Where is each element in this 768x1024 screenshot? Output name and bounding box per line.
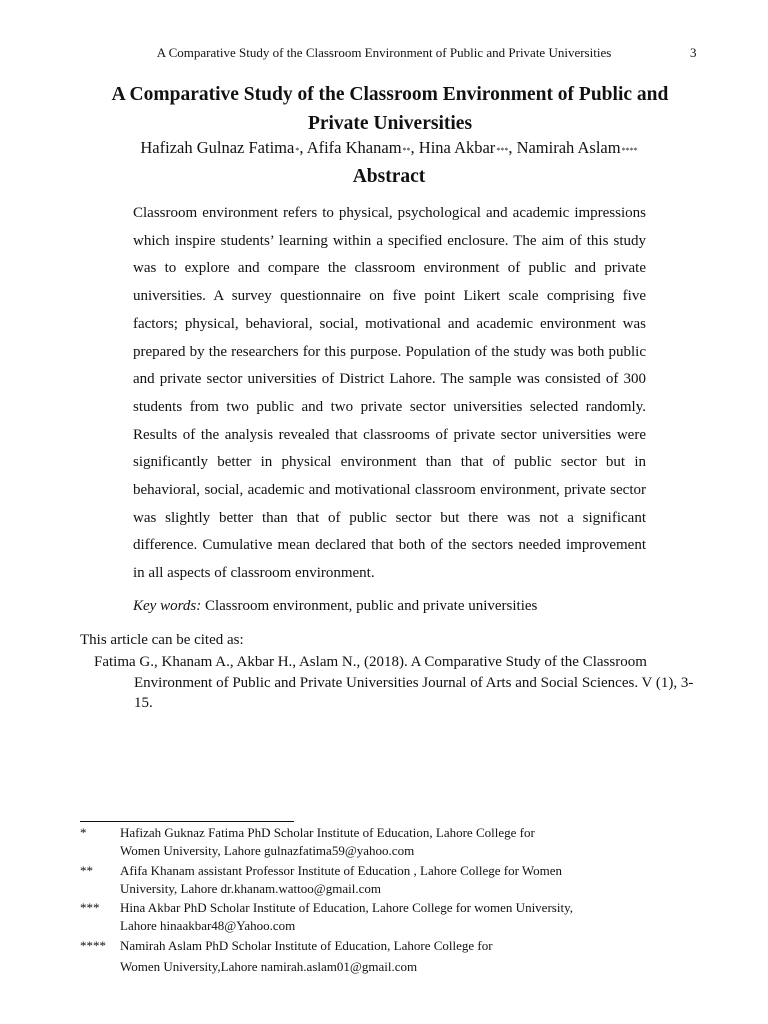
citation-text: Fatima G., Khanam A., Akbar H., Aslam N., (2018). A Comparative Study of the Classroom Environment of Public and Private Universities Journal of Arts and Social Sciences. V (1), 3-15. <box>94 654 694 711</box>
footnote-line: Afifa Khanam assistant Professor Institute of Education , Lahore College for Women <box>120 862 563 878</box>
footnote-line: Lahore hinaakbar48@Yahoo.com <box>120 918 296 934</box>
abstract-body: Classroom environment refers to physical, psychological and academic impressions which inspire students’ learning within a specified enclosure. The aim of this study was to explore and compare the classroom environment of public and private universities. A survey questionnaire on five point Likert scale comprising five factors; physical, behavioral, social, motivational and academic environment was prepared by the researchers for this purpose. Population of the study was both public and private sector universities of District Lahore. The sample was consisted of 300 students from two public and two private sector universities selected randomly. Results of the analysis revealed that classrooms of private sector universities were significantly better in physical environment than that of public sector but in behavioral, social, academic and motivational classroom environment, private sector was slightly better than that of public sector but there was not a significant difference. Cumulative mean declared that both of the sectors needed improvement in all aspects of classroom environment. <box>133 205 646 582</box>
abstract-heading: Abstract <box>352 166 426 187</box>
title-line-1: A Comparative Study of the Classroom Environment of Public and <box>111 84 669 105</box>
author-name: Afifa Khanam <box>306 138 402 157</box>
footnote <box>80 937 680 977</box>
author-mark: * <box>295 146 300 155</box>
author-name: Hafizah Gulnaz Fatima <box>140 138 295 157</box>
footnote-text <box>120 862 680 899</box>
page-number: 3 <box>690 45 697 60</box>
author-mark: ** <box>402 146 411 155</box>
footnote-text <box>120 899 680 936</box>
footnote-mark: ** <box>80 862 93 878</box>
footnote-line: Hina Akbar PhD Scholar Institute of Education, Lahore College for women University, <box>120 900 573 916</box>
author-name: Hina Akbar <box>418 138 496 157</box>
footnote-line: Women University,Lahore namirah.aslam01@gmail.com <box>120 959 418 975</box>
footnote-line: Namirah Aslam PhD Scholar Institute of Education, Lahore College for <box>120 937 493 953</box>
author-separator: , <box>299 138 307 157</box>
title-line-2: Private Universities <box>307 113 473 134</box>
footnotes <box>80 824 680 977</box>
footnote-mark: * <box>80 825 87 840</box>
footnote-text <box>120 824 680 861</box>
keywords-text: Classroom environment, public and private universities <box>204 598 538 614</box>
footnote <box>80 862 680 899</box>
footnote-line: University, Lahore dr.khanam.wattoo@gmail.com <box>120 880 381 896</box>
author-separator: , <box>410 138 419 157</box>
footnote <box>80 824 680 861</box>
footnote-mark: *** <box>80 900 100 916</box>
footnote-line: Women University, Lahore gulnazfatima59@yahoo.com <box>120 843 415 859</box>
author-separator: , <box>508 138 517 157</box>
footnote-rule <box>80 821 294 822</box>
keywords-label: Key words: <box>133 598 202 614</box>
author-name: Namirah Aslam <box>516 138 621 157</box>
footnote-line: Hafizah Guknaz Fatima PhD Scholar Institute of Education, Lahore College for <box>120 825 535 840</box>
footnote <box>80 899 680 936</box>
footnote-text <box>120 937 680 977</box>
footnote-mark: **** <box>80 937 106 953</box>
running-header: A Comparative Study of the Classroom Environment of Public and Private Universities <box>156 45 612 60</box>
paper-title <box>80 80 700 138</box>
author-mark: **** <box>621 146 638 155</box>
author-list <box>0 138 768 158</box>
keywords <box>133 598 693 615</box>
cite-label: This article can be cited as: <box>80 632 244 648</box>
author-mark: *** <box>496 146 509 155</box>
